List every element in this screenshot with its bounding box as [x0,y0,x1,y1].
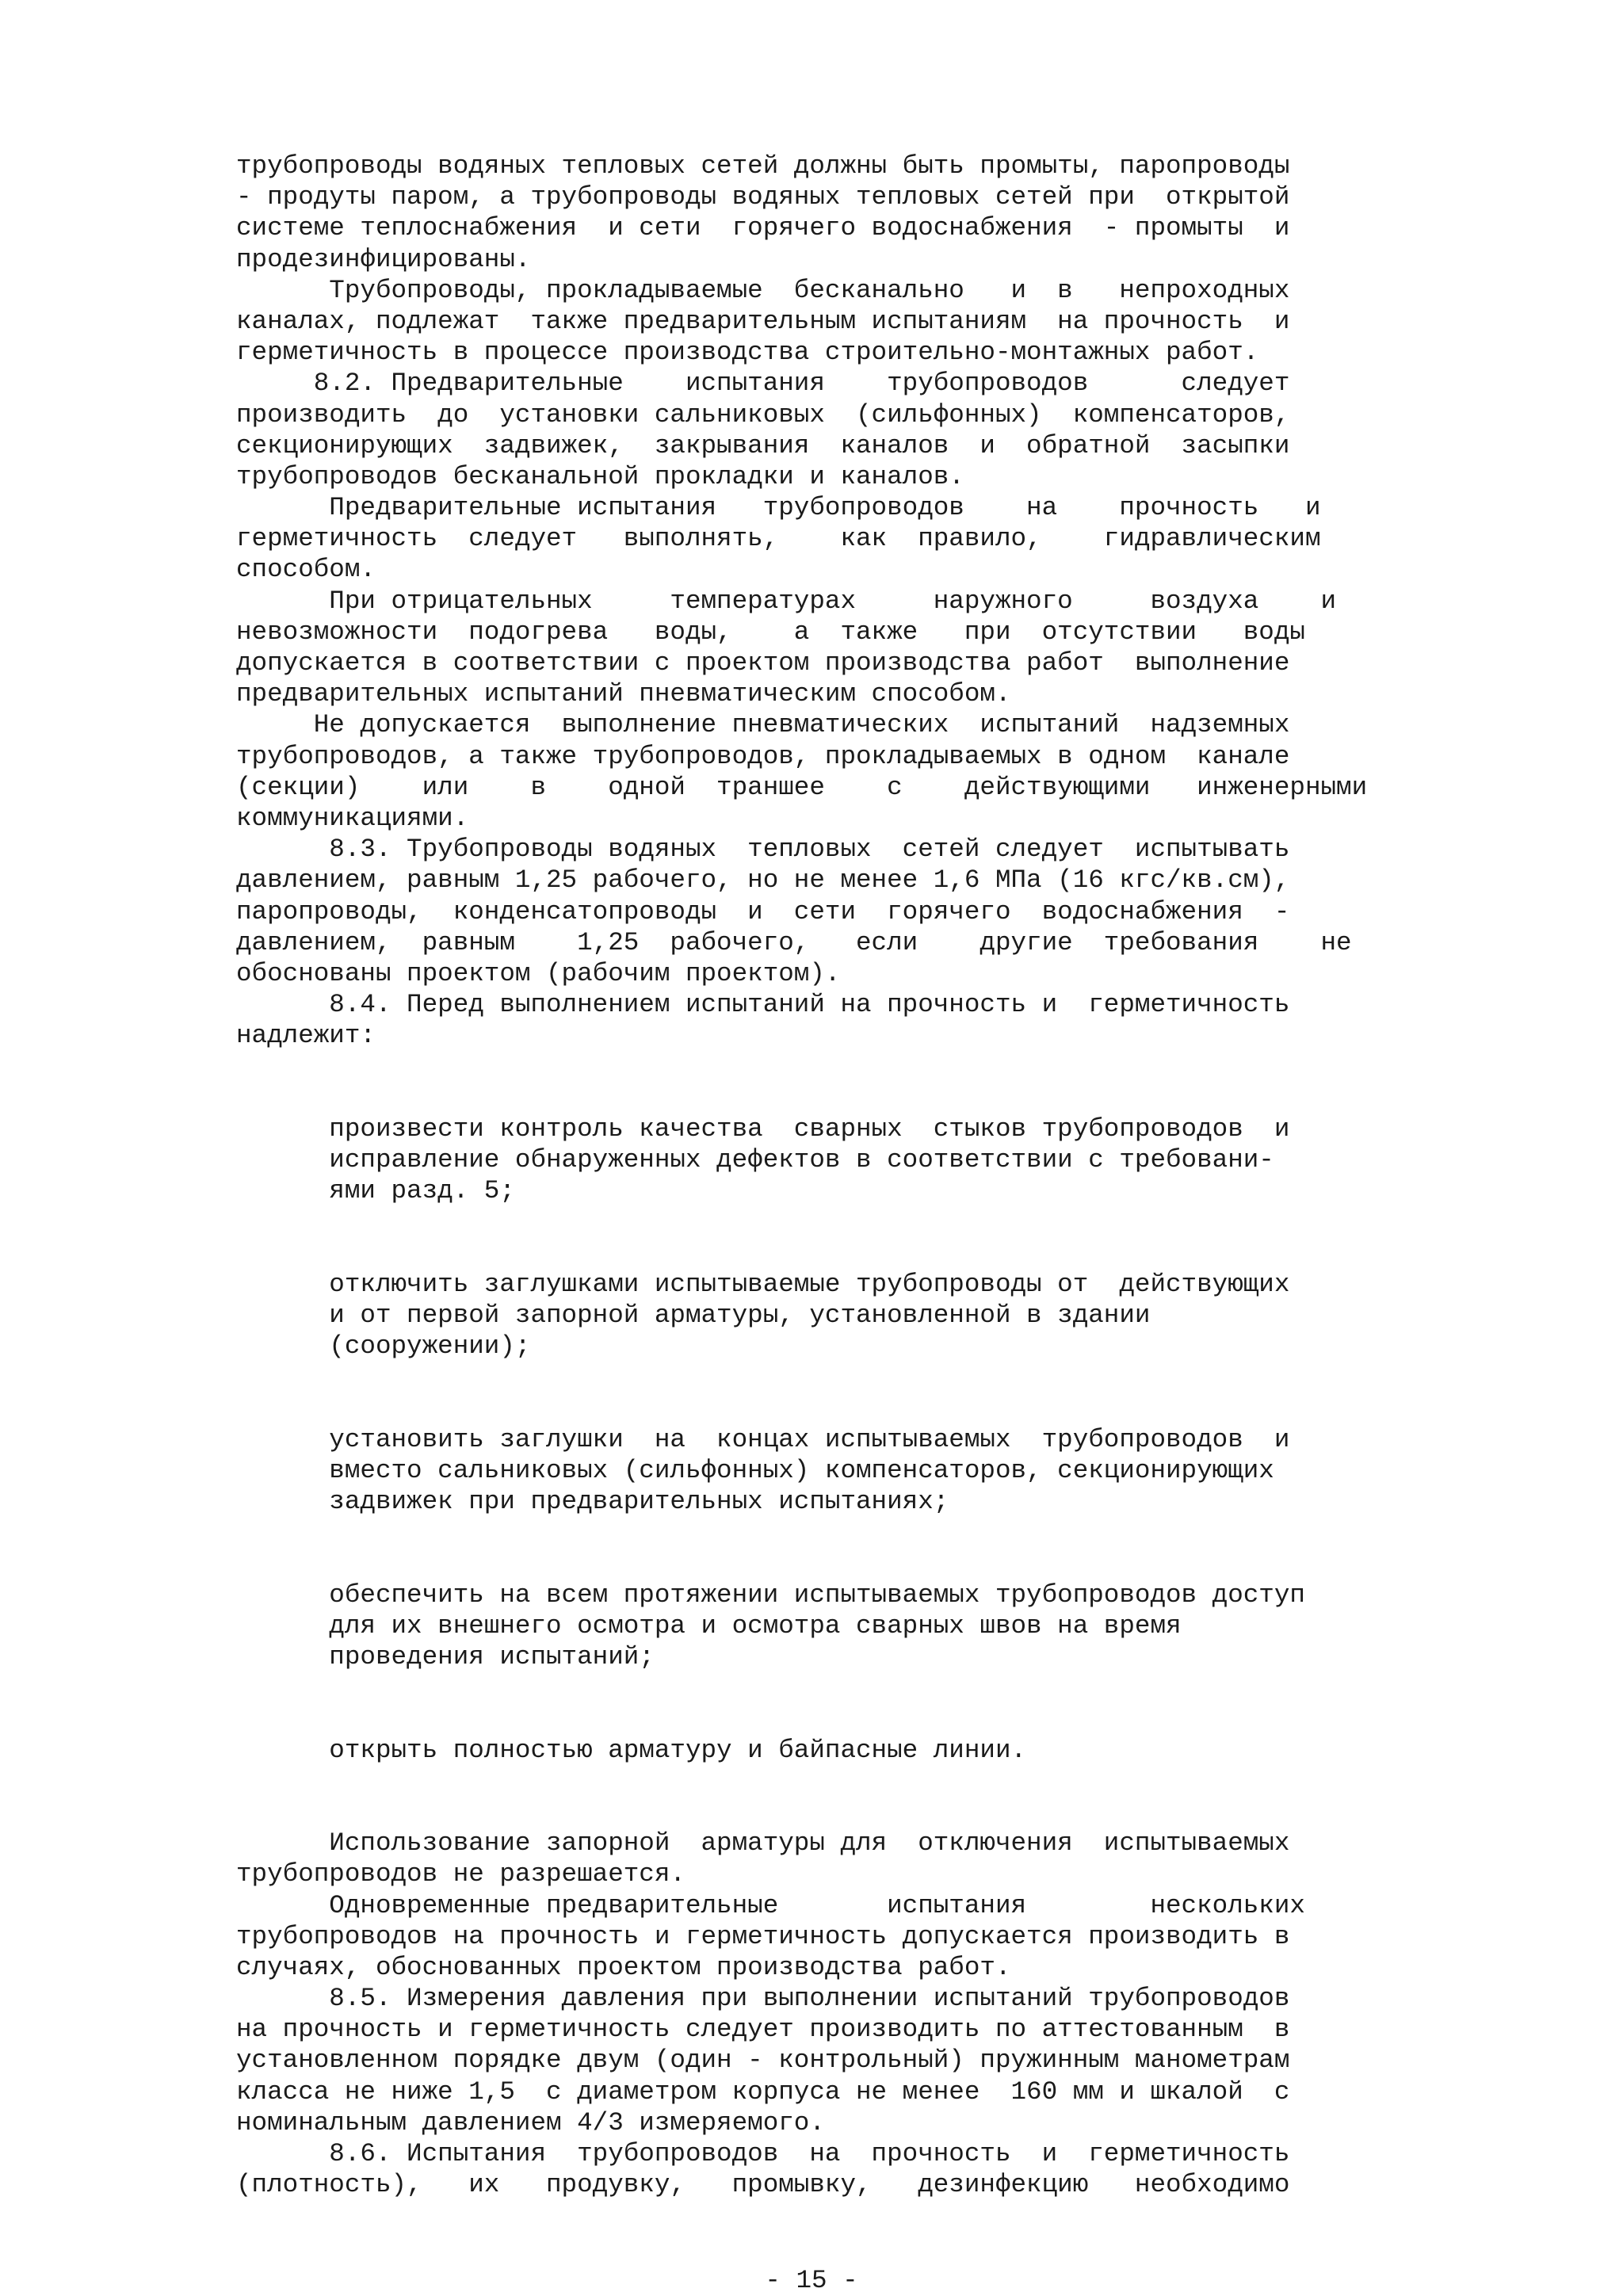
text-line: 8.6. Испытания трубопроводов на прочность и герметичность [236,2139,1290,2168]
text-line: произвести контроль качества сварных стыков трубопроводов и [236,1114,1290,1144]
text-line: случаях, обоснованных проектом производства работ. [236,1952,1011,1982]
text-line: номинальным давлением 4/3 измеряемого. [236,2107,825,2137]
text-line: 8.5. Измерения давления при выполнении испытаний трубопроводов [236,1984,1290,2014]
text-line: 8.2. Предварительные испытания трубопроводов следует [236,369,1290,399]
text-line: обоснованы проектом (рабочим проектом). [236,958,841,988]
text-line [236,1766,1361,1797]
text-line: - продуты паром, а трубопроводы водяных тепловых сетей при открытой [236,182,1290,212]
text-line: системе теплоснабжения и сети горячего водоснабжения - промыты и [236,213,1290,243]
text-line: 8.3. Трубопроводы водяных тепловых сетей следует испытывать [236,835,1290,865]
text-line: надлежит: [236,1021,376,1051]
text-line: каналах, подлежат также предварительным испытаниям на прочность и [236,306,1290,336]
text-line: исправление обнаруженных дефектов в соответствии с требовани- [236,1145,1274,1175]
text-line: трубопроводов, а также трубопроводов, прокладываемых в одном канале [236,741,1290,771]
text-line: герметичность следует выполнять, как правило, гидравлическим [236,524,1321,554]
text-line: (сооружении); [236,1331,531,1362]
text-line: Одновременные предварительные испытания нескольких [236,1890,1305,1920]
text-line: трубопроводы водяных тепловых сетей должны быть промыты, паропроводы [236,151,1290,181]
text-line: ями разд. 5; [236,1176,515,1206]
text-line [236,1206,1361,1237]
text-line: вместо сальниковых (сильфонных) компенсаторов, секционирующих [236,1455,1274,1485]
text-line: проведения испытаний; [236,1642,655,1671]
text-line: класса не ниже 1,5 с диаметром корпуса не менее 160 мм и шкалой с [236,2076,1290,2107]
text-line: паропроводы, конденсатопроводы и сети горячего водоснабжения - [236,896,1290,926]
text-line: производить до установки сальниковых (сильфонных) компенсаторов, [236,399,1290,430]
text-line: 8.4. Перед выполнением испытаний на прочность и герметичность [236,990,1290,1020]
text-line: секционирующих задвижек, закрывания каналов и обратной засыпки [236,430,1290,460]
text-line: коммуникациями. [236,803,469,833]
text-line: невозможности подогрева воды, а также при отсутствии воды [236,617,1305,647]
text-line: установленном порядке двум (один - контрольный) пружинным манометрам [236,2046,1290,2076]
text-line: давлением, равным 1,25 рабочего, но не менее 1,6 МПа (16 кгс/кв.см), [236,865,1290,896]
text-line [236,1672,1361,1703]
text-line [236,1051,1361,1082]
text-line: отключить заглушками испытываемые трубопроводы от действующих [236,1269,1290,1299]
body-text [236,151,1368,2200]
text-line [236,1393,1361,1424]
text-line [236,1797,1361,1828]
text-line: задвижек при предварительных испытаниях; [236,1487,949,1517]
text-line: допускается в соответствии с проектом производства работ выполнение [236,648,1290,678]
text-line: продезинфицированы. [236,244,531,274]
text-line [236,1362,1361,1392]
text-line: предварительных испытаний пневматическим способом. [236,679,1011,709]
text-line [236,1083,1361,1114]
text-line: трубопроводов не разрешается. [236,1859,685,1889]
text-line: способом. [236,555,376,585]
text-line: (плотность), их продувку, промывку, дезинфекцию необходимо [236,2170,1290,2200]
page-number: - 15 - [765,2266,858,2295]
text-line: трубопроводов бесканальной прокладки и каналов. [236,461,964,491]
text-line [236,1548,1361,1579]
text-line: При отрицательных температурах наружного воздуха и [236,586,1337,616]
text-line [236,1238,1361,1269]
text-line: Не допускается выполнение пневматических испытаний надземных [236,710,1290,740]
text-line: (секции) или в одной траншее с действующими инженерными [236,772,1368,802]
text-line [236,1517,1361,1548]
text-line: установить заглушки на концах испытываемых трубопроводов и [236,1424,1290,1454]
text-line: давлением, равным 1,25 рабочего, если другие требования не [236,927,1352,957]
text-line [236,1703,1361,1734]
text-line: Использование запорной арматуры для отключения испытываемых [236,1828,1290,1859]
text-line: Предварительные испытания трубопроводов на прочность и [236,493,1321,523]
text-line: открыть полностью арматуру и байпасные линии. [236,1735,1027,1765]
text-line: герметичность в процессе производства строительно-монтажных работ. [236,338,1259,368]
text-line: Трубопроводы, прокладываемые бесканально и в непроходных [236,275,1290,305]
text-line: обеспечить на всем протяжении испытываемых трубопроводов доступ [236,1580,1305,1610]
text-line: трубопроводов на прочность и герметичность допускается производить в [236,1921,1290,1951]
text-line: для их внешнего осмотра и осмотра сварных швов на время [236,1610,1182,1641]
text-line: и от первой запорной арматуры, установленной в здании [236,1300,1151,1330]
text-line: на прочность и герметичность следует производить по аттестованным в [236,2015,1290,2045]
